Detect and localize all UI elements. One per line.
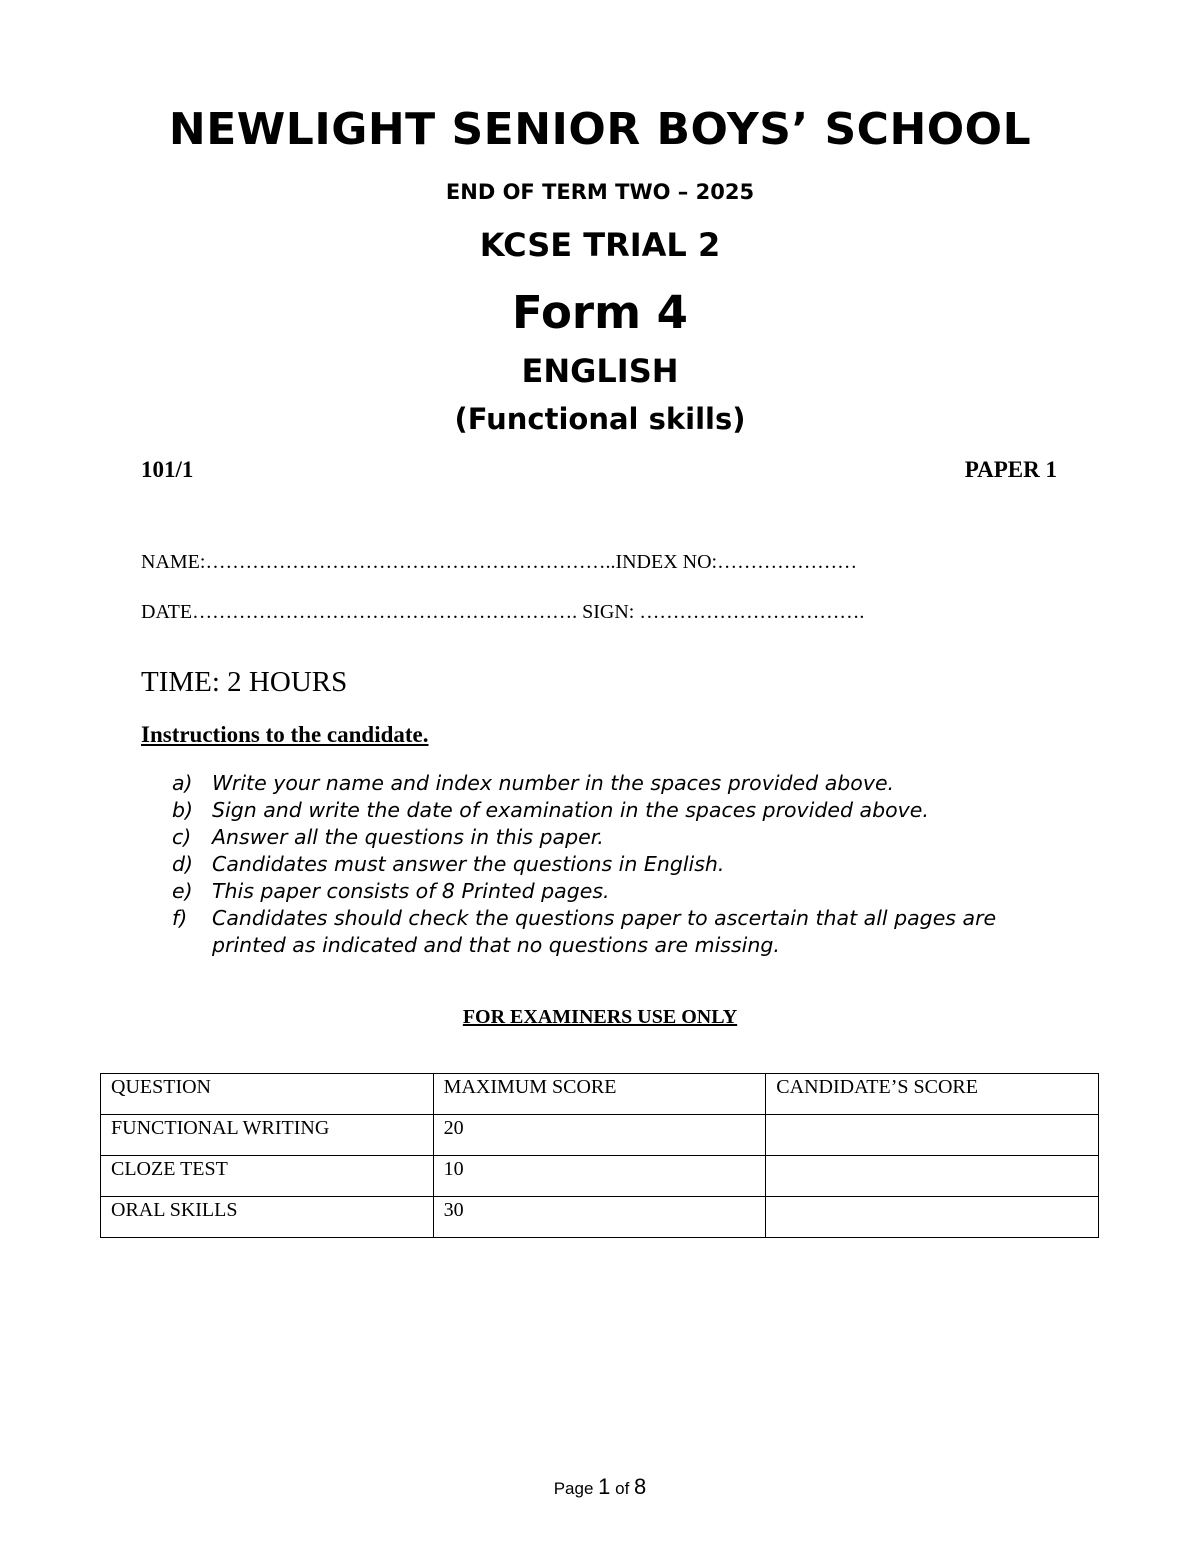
paper-label: PAPER 1 — [964, 457, 1057, 482]
instruction-item — [172, 905, 1052, 959]
examiners-heading — [0, 1006, 1200, 1029]
instruction-text: Write your name and index number in the spaces provided above. — [212, 771, 895, 795]
school-name: NEWLIGHT SENIOR BOYS’ SCHOOL — [168, 104, 1032, 155]
max-score-cell: 10 — [433, 1156, 766, 1197]
max-score-cell: 30 — [433, 1197, 766, 1238]
max-score-cell: 20 — [433, 1115, 766, 1156]
instruction-text: Candidates should check the questions paper to ascertain that all pages are printed as indicated and that no questions are missing. — [212, 906, 997, 957]
instruction-item — [172, 797, 1052, 824]
form-level: Form 4 — [512, 286, 688, 339]
column-header-max-score: MAXIMUM SCORE — [433, 1074, 766, 1115]
subject-subtitle: (Functional skills) — [454, 402, 746, 436]
subject-title: ENGLISH — [521, 352, 679, 390]
total-pages: 8 — [634, 1474, 647, 1499]
question-cell: CLOZE TEST — [101, 1156, 434, 1197]
term-label: END OF TERM TWO – 2025 — [445, 180, 755, 204]
table-row — [101, 1156, 1099, 1197]
table-row — [101, 1197, 1099, 1238]
table-row — [101, 1115, 1099, 1156]
instruction-item — [172, 878, 1052, 905]
column-header-candidate-score: CANDIDATE’S SCORE — [766, 1074, 1099, 1115]
score-table — [100, 1073, 1099, 1238]
instruction-letter: d) — [172, 852, 194, 876]
instruction-letter: a) — [172, 771, 193, 795]
instruction-text: Answer all the questions in this paper. — [212, 825, 604, 849]
date-sign-field[interactable]: DATE…………………………………………………. SIGN: ……………………………. — [141, 601, 865, 623]
instruction-letter: b) — [172, 798, 194, 822]
candidate-score-cell[interactable] — [766, 1115, 1099, 1156]
question-cell: FUNCTIONAL WRITING — [101, 1115, 434, 1156]
instruction-item — [172, 770, 1052, 797]
instructions-heading: Instructions to the candidate. — [141, 722, 429, 747]
of-word: of — [615, 1479, 630, 1498]
time-allowed: TIME: 2 HOURS — [141, 666, 348, 698]
page-footer — [0, 1474, 1200, 1500]
candidate-score-cell[interactable] — [766, 1197, 1099, 1238]
exam-title: KCSE TRIAL 2 — [479, 226, 721, 264]
page-word: Page — [553, 1479, 594, 1498]
instructions-list — [172, 770, 1052, 959]
instruction-letter: c) — [172, 825, 192, 849]
instruction-item — [172, 824, 1052, 851]
instruction-letter: e) — [172, 879, 193, 903]
instruction-text: Sign and write the date of examination in the spaces provided above. — [212, 798, 929, 822]
name-index-field[interactable]: NAME:……………………………………………………..INDEX NO:………………… — [141, 551, 858, 573]
question-cell: ORAL SKILLS — [101, 1197, 434, 1238]
instruction-item — [172, 851, 1052, 878]
instruction-text: This paper consists of 8 Printed pages. — [212, 879, 610, 903]
current-page: 1 — [598, 1474, 611, 1499]
candidate-score-cell[interactable] — [766, 1156, 1099, 1197]
examiners-heading-text: FOR EXAMINERS USE ONLY — [462, 1006, 738, 1028]
paper-code: 101/1 — [141, 457, 194, 482]
instruction-text: Candidates must answer the questions in English. — [212, 852, 725, 876]
instruction-letter: f) — [172, 906, 188, 930]
table-header-row — [101, 1074, 1099, 1115]
column-header-question: QUESTION — [101, 1074, 434, 1115]
